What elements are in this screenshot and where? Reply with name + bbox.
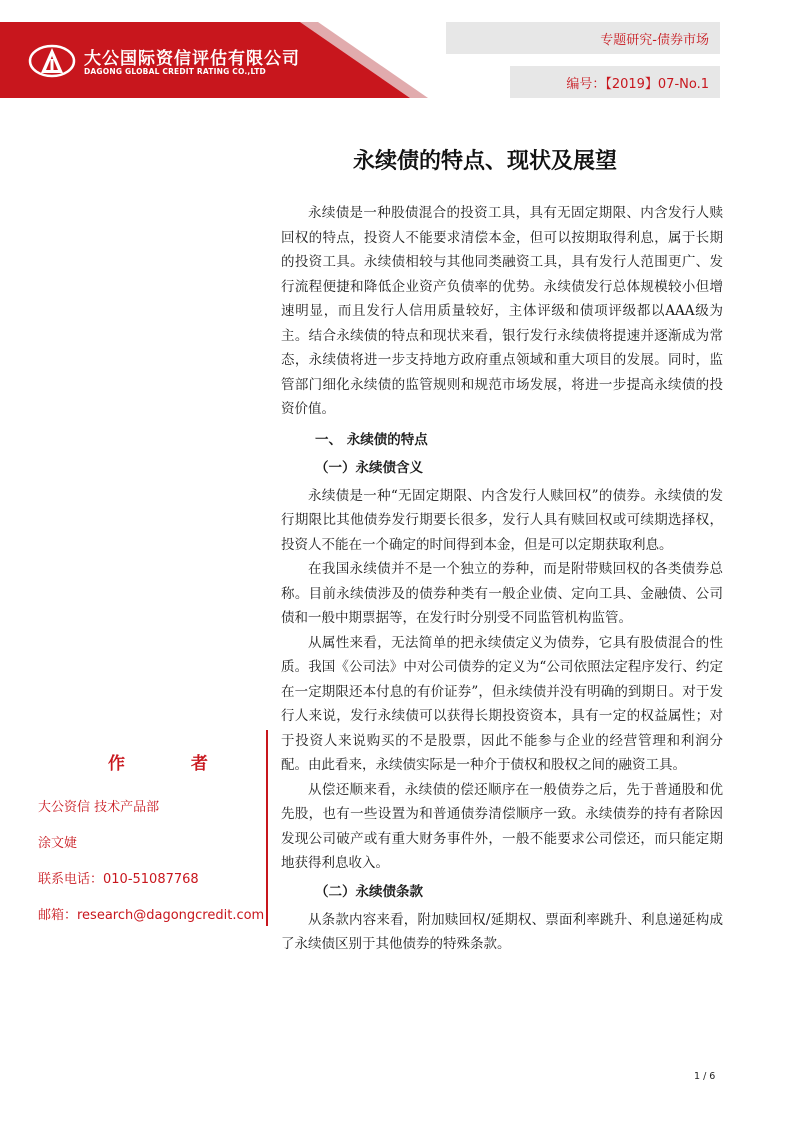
subsection-heading: （二）永续债条款 [315,883,423,900]
body-paragraph: 从条款内容来看，附加赎回权/延期权、票面利率跳升、利息递延构成了永续债区别于其他债券的特殊条款。 [281,911,723,952]
body-paragraph: 从属性来看，无法简单的把永续债定义为债券，它具有股债混合的性质。我国《公司法》中对公司债券的定义为“公司依照法定程序发行、约定在一定期限还本付息的有价证券”，但永续债并没有明确的到期日。对于发行人来说，发行永续债可以获得长期投资资本，具有一定的权益属性；对于投资人来说购买的不是股票，因此不能参与企业的经营管理和利润分配。由此看来，永续债实际是一种介于债权和股权之间的融资工具。 [281,634,723,773]
body-paragraph: 在我国永续债并不是一个独立的券种，而是附带赎回权的各类债券总称。目前永续债涉及的债券种类有一般企业债、定向工具、金融债、公司债和一般中期票据等，在发行时分别受不同监管机构监管。 [281,561,723,626]
subsection-heading: （一）永续债含义 [315,459,423,476]
body-paragraph: 永续债是一种“无固定期限、内含发行人赎回权”的债券。永续债的发行期限比其他债券发行期要长很多，发行人具有赎回权或可续期选择权，投资人不能在一个确定的时间得到本金，但是可以定期获取利息。 [281,487,723,553]
sidebar-divider [266,730,268,926]
company-name-cn: 大公国际资信评估有限公司 [84,49,300,69]
report-number: 编号：【2019】07-No.1 [566,77,709,92]
section-heading: 一、 永续债的特点 [315,431,428,448]
company-logo-icon [28,43,76,79]
author-heading: 作 者 [108,754,238,774]
author-department: 大公资信 技术产品部 [38,800,160,815]
page-number: 1 / 6 [694,1071,716,1082]
summary-paragraph: 永续债是一种股债混合的投资工具，具有无固定期限、内含发行人赎回权的特点，投资人不能要求清偿本金，但可以按期取得利息，属于长期的投资工具。永续债相较与其他同类融资工具，具有发行人范围更广、发行流程便捷和降低企业资产负债率的优势。永续债发行总体规模较小但增速明显，而且发行人信用质量较好，主体评级和债项评级都以AAA级为主。结合永续债的特点和现状来看，银行发行永续债将提速并逐渐成为常态，永续债将进一步支持地方政府重点领域和重大项目的发展。同时，监管部门细化永续债的监管规则和规范市场发展，将进一步提高永续债的投资价值。 [281,205,723,417]
author-email-link[interactable]: 邮箱：research@dagongcredit.com [38,908,265,923]
author-phone: 联系电话：010-51087768 [38,872,199,887]
body-paragraph: 从偿还顺来看，永续债的偿还顺序在一般债券之后，先于普通股和优先股，也有一些设置为和普通债券清偿顺序一致。永续债券的持有者除因发现公司破产或有重大财务事件外，一般不能要求公司偿还，而只能定期地获得利息收入。 [281,781,723,871]
page-title: 永续债的特点、现状及展望 [352,149,617,174]
author-name: 涂文婕 [38,836,78,851]
company-name-en: DAGONG GLOBAL CREDIT RATING CO.,LTD [84,67,266,76]
main-content [281,201,723,957]
report-type: 专题研究-债券市场 [600,33,709,48]
